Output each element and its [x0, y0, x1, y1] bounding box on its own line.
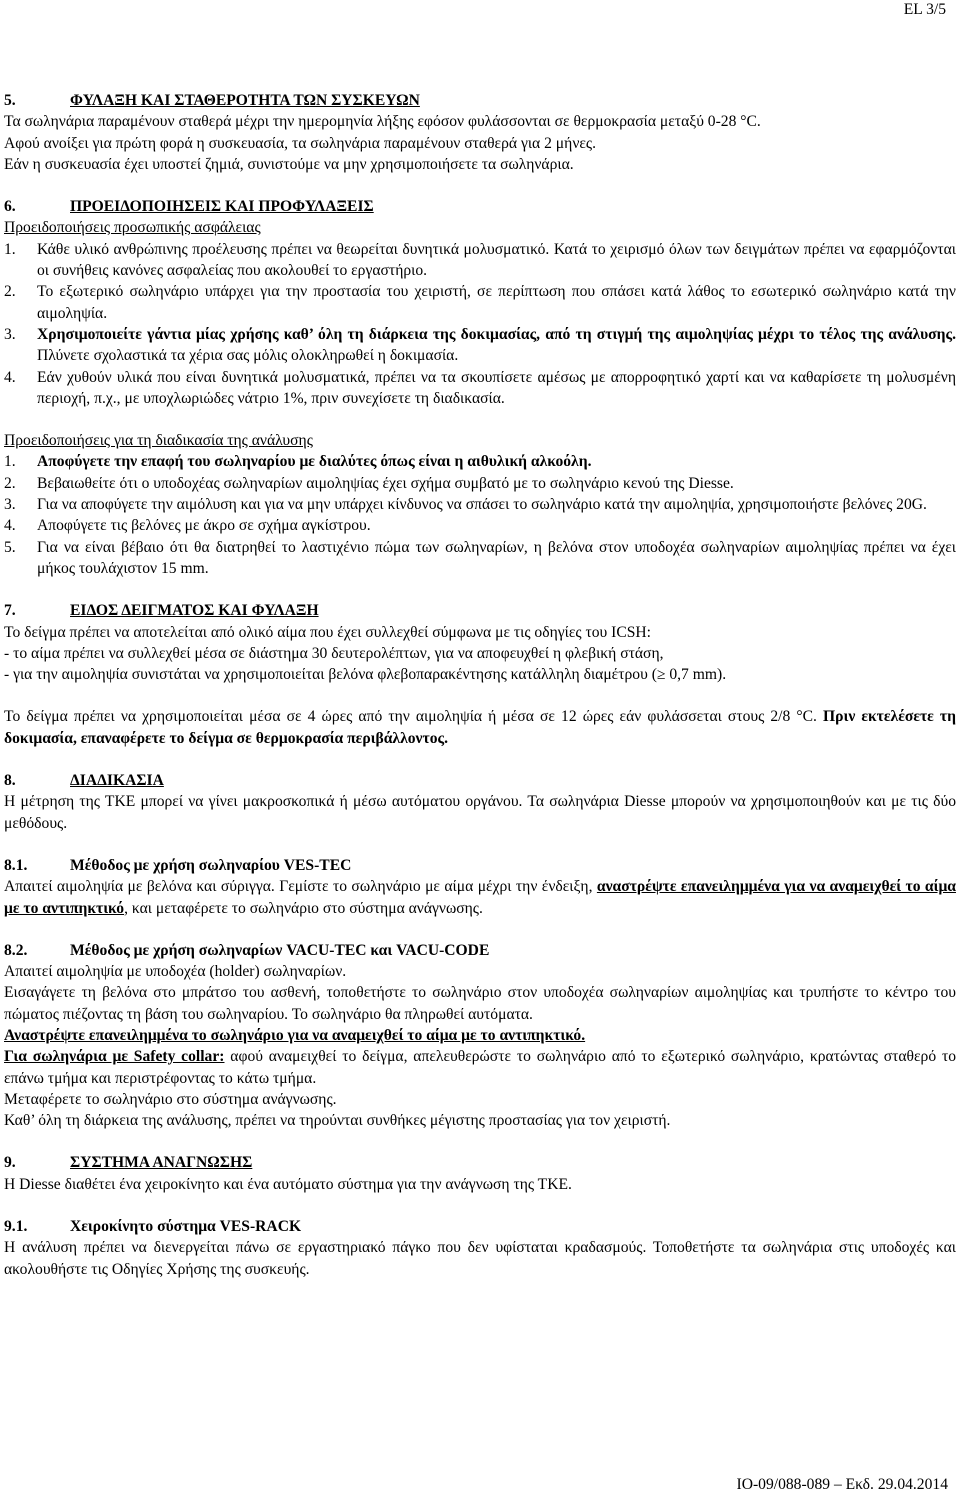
section-7-heading: 7. ΕΙΔΟΣ ΔΕΙΓΜΑΤΟΣ ΚΑΙ ΦΥΛΑΞΗ — [4, 602, 319, 620]
document-body — [4, 90, 956, 1280]
section-7-paragraph: - για την αιμοληψία συνιστάται να χρησιμοποιείται βελόνα φλεβοπαρακέντησης κατάλληλη διαμέτρου (≥ 0,7 mm). — [4, 666, 727, 684]
section-8-2-paragraph: Καθ’ όλη τη διάρκεια της ανάλυσης, πρέπει να τηρούνται συνθήκες μέγιστης προστασίας για τον χειριστή. — [4, 1112, 671, 1130]
list-item: 3. Για να αποφύγετε την αιμόλυση και για να μην υπάρχει κίνδυνος να σπάσει το σωληνάριο κατά την αιμοληψία, χρησιμοποιήστε βελόνες 20G. — [4, 496, 927, 514]
section-9-paragraph: Η Diesse διαθέτει ένα χειροκίνητο και ένα αυτόματο σύστημα για την ανάγνωση της ΤΚΕ. — [4, 1175, 572, 1193]
list-item: 2. Βεβαιωθείτε ότι ο υποδοχέας σωληναρίων αιμοληψίας έχει σχήμα συμβατό με το σωληνάριο κενού της Diesse. — [4, 474, 734, 492]
section-5-paragraph: Αφού ανοίξει για πρώτη φορά η συσκευασία, τα σωληνάρια παραμένουν σταθερά για 2 μήνες. — [4, 134, 596, 152]
section-9-1-paragraph: Η ανάλυση πρέπει να διενεργείται πάνω σε εργαστηριακό πάγκο που δεν υφίσταται κραδασμούς. Τοποθετήστε τα σωληνάρια στις υποδοχές και ακολουθήστε τις Οδηγίες Χρήσης της συσκευής. — [4, 1239, 956, 1278]
section-7-paragraph: Το δείγμα πρέπει να αποτελείται από ολικό αίμα που έχει συλλεχθεί σύμφωνα με τις οδηγίες του ICSH: — [4, 623, 651, 641]
section-9-1-heading: 9.1. Χειροκίνητο σύστημα VES-RACK — [4, 1218, 302, 1236]
list-item: 1. Αποφύγετε την επαφή του σωληναρίου με διαλύτες όπως είναι η αιθυλική αλκοόλη. — [4, 453, 592, 471]
list-item: 4. Αποφύγετε τις βελόνες με άκρο σε σχήμα αγκίστρου. — [4, 517, 371, 535]
section-8-2-paragraph: Εισαγάγετε τη βελόνα στο μπράτσο του ασθενή, τοποθετήστε το σωληνάριο στον υποδοχέα σωληναρίων αιμοληψίας και τρυπήστε το κέντρο του πώματος πιέζοντας τη βάση του σωληναρίου. Το σωληνάριο θα πληρωθεί αυτόματα. — [4, 984, 956, 1023]
section-5-paragraph: Εάν η συσκευασία έχει υποστεί ζημιά, συνιστούμε να μην χρησιμοποιήσετε τα σωληνάρια. — [4, 155, 574, 173]
list-item: 4. Εάν χυθούν υλικά που είναι δυνητικά μολυσματικά, πρέπει να τα σκουπίσετε αμέσως με απορροφητικό χαρτί και να καθαρίσετε τη μολυσμένη περιοχή, π.χ., με υποχλωριώδες νάτριο 1%, πριν συνεχίσετε τη διαδικασία. — [4, 368, 956, 407]
section-9-heading: 9. ΣΥΣΤΗΜΑ ΑΝΑΓΝΩΣΗΣ — [4, 1154, 253, 1172]
section-5-heading: 5. ΦΥΛΑΞΗ ΚΑΙ ΣΤΑΘΕΡΟΤΗΤΑ ΤΩΝ ΣΥΣΚΕΥΩΝ — [4, 92, 420, 109]
section-8-2-heading: 8.2. Μέθοδος με χρήση σωληναρίων VACU-TEC και VACU-CODE — [4, 941, 490, 959]
list-item: 5. Για να είναι βέβαιο ότι θα διατρηθεί το λαστιχένιο πώμα των σωληναρίων, η βελόνα στον υποδοχέα σωληναρίων αιμοληψίας πρέπει να έχει μήκος τουλάχιστον 15 mm. — [4, 538, 956, 577]
list-item: 2. Το εξωτερικό σωληνάριο υπάρχει για την προστασία του χειριστή, σε περίπτωση που σπάσει κατά λάθος το εσωτερικό σωληνάριο κατά την αιμοληψία. — [4, 283, 956, 322]
section-8-1-paragraph: Απαιτεί αιμοληψία με βελόνα και σύριγγα. Γεμίστε το σωληνάριο με αίμα μέχρι την ένδειξη, αναστρέψτε επανειλημμένα για να αναμειχθεί το αίμα με το αντιπηκτικό, και μεταφέρετε το σωληνάριο στο σύστημα ανάγνωσης. — [4, 878, 956, 917]
section-6-heading: 6. ΠΡΟΕΙΔΟΠΟΙΗΣΕΙΣ ΚΑΙ ΠΡΟΦΥΛΑΞΕΙΣ — [4, 198, 374, 216]
section-8-2-paragraph: Για σωληνάρια με Safety collar: αφού αναμειχθεί το δείγμα, απελευθερώστε το σωληνάριο από το εξωτερικό σωληνάριο, κρατώντας σταθερό το επάνω τμήμα και περιστρέφοντας το κάτω τμήμα. — [4, 1048, 957, 1087]
section-8-heading: 8. ΔΙΑΔΙΚΑΣΙΑ — [4, 772, 164, 790]
analysis-warnings-subheading: Προειδοποιήσεις για τη διαδικασία της ανάλυσης — [4, 432, 313, 450]
section-5-paragraph: Τα σωληνάρια παραμένουν σταθερά μέχρι την ημερομηνία λήξης εφόσον φυλάσσονται σε θερμοκρασία μεταξύ 0-28 °C. — [4, 113, 761, 131]
section-8-paragraph: Η μέτρηση της ΤΚΕ μπορεί να γίνει μακροσκοπικά ή μέσω αυτόματου οργάνου. Τα σωληνάρια Diesse μπορούν να χρησιμοποιηθούν και με τις δύο μεθόδους. — [4, 793, 956, 832]
personal-safety-subheading: Προειδοποιήσεις προσωπικής ασφάλειας — [4, 219, 261, 237]
section-8-2-paragraph: Μεταφέρετε το σωληνάριο στο σύστημα ανάγνωσης. — [4, 1090, 337, 1108]
section-7-paragraph: - το αίμα πρέπει να συλλεχθεί μέσα σε διάστημα 30 δευτερολέπτων, για να αποφευχθεί η φλεβική στάση, — [4, 644, 664, 662]
section-8-2-paragraph: Απαιτεί αιμοληψία με υποδοχέα (holder) σωληναρίων. — [4, 963, 347, 981]
page-number: EL 3/5 — [903, 1, 946, 18]
section-8-2-paragraph: Αναστρέψτε επανειλημμένα το σωληνάριο για να αναμειχθεί το αίμα με το αντιπηκτικό. — [4, 1026, 586, 1044]
section-7-paragraph: Το δείγμα πρέπει να χρησιμοποιείται μέσα σε 4 ώρες από την αιμοληψία ή μέσα σε 12 ώρες εάν φυλάσσεται στους 2/8 °C. Πριν εκτελέσετε τη δοκιμασία, επαναφέρετε το δείγμα σε θερμοκρασία περιβάλλοντος. — [4, 708, 956, 747]
list-item: 1. Κάθε υλικό ανθρώπινης προέλευσης πρέπει να θεωρείται δυνητικά μολυσματικό. Κατά το χειρισμό όλων των δειγμάτων πρέπει να εφαρμόζονται οι συνήθεις κανόνες ασφαλείας που ακολουθεί το εργαστήριο. — [4, 240, 956, 280]
list-item: 3. Χρησιμοποιείτε γάντια μίας χρήσης καθ’ όλη τη διάρκεια της δοκιμασίας, από τη στιγμή της αιμοληψίας μέχρι το τέλος της ανάλυσης. Πλύνετε σχολαστικά τα χέρια σας μόλις ολοκληρωθεί η δοκιμασία. — [4, 325, 956, 365]
section-8-1-heading: 8.1. Μέθοδος με χρήση σωληναρίου VES-TEC — [4, 856, 352, 874]
document-code-footer: IO-09/088-089 – Εκδ. 29.04.2014 — [736, 1476, 948, 1493]
